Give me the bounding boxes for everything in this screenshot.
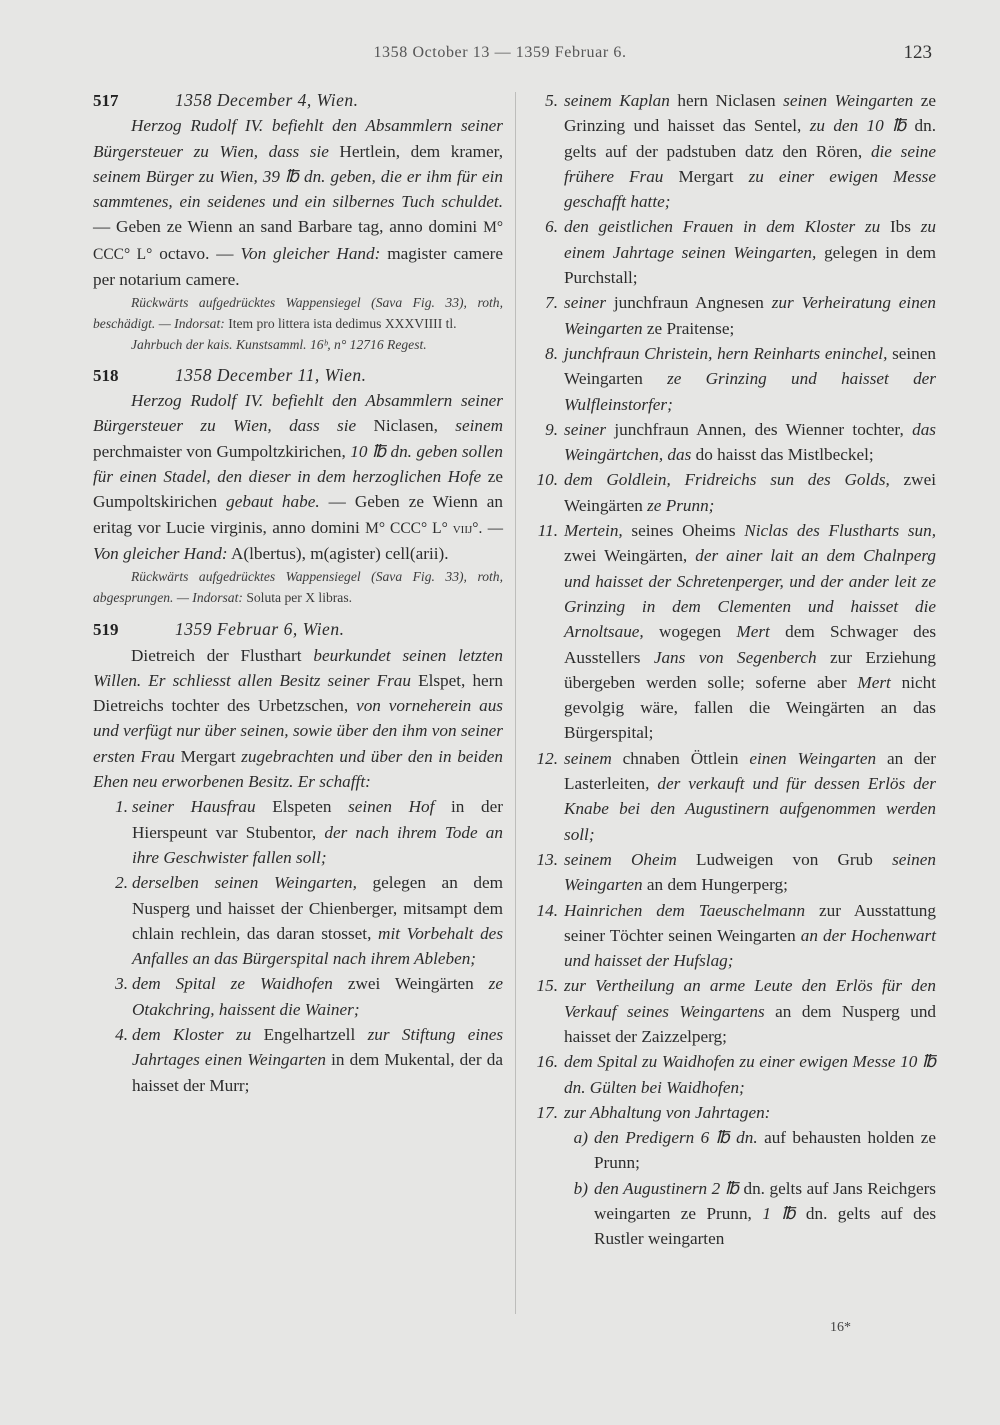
item-number: 16.	[536, 1052, 558, 1072]
item-number: 8.	[545, 343, 558, 363]
item-number: 13.	[536, 849, 558, 869]
bequest-item	[528, 746, 936, 847]
entry-header	[93, 363, 503, 388]
bequest-list-right	[528, 88, 936, 1125]
item-text: den Predigern 6 ℔ dn. auf behausten holden ze Prunn;	[594, 1128, 936, 1173]
item-text: dem Spital ze Waidhofen zwei Weingärten ze Otakchring, haissent die Wainer;	[132, 974, 503, 1019]
item-text: seinem Kaplan hern Niclasen seinen Weingarten ze Grinzing und haisset das Sentel, zu den 10 ℔ dn. gelts auf der padstuben datz den Rören, die seine frühere Frau Mergart zu einer ewigen Messe geschafft hatte;	[564, 91, 937, 212]
entry-517	[93, 88, 503, 356]
bequest-item	[93, 971, 503, 1022]
item-number: 2.	[115, 873, 128, 893]
entry-number: 519	[93, 620, 119, 640]
item-text: seinem Oheim Ludweigen von Grub seinen Weingarten an dem Hungerperg;	[564, 849, 936, 895]
item-number: b)	[573, 1178, 588, 1198]
running-title: 1358 October 13 — 1359 Februar 6.	[373, 44, 627, 61]
bequest-item	[528, 1049, 936, 1100]
entry-number: 517	[93, 91, 119, 110]
item-number: 7.	[545, 293, 558, 313]
item-number: 11.	[537, 521, 558, 541]
running-header	[0, 44, 1000, 72]
item-number: 14.	[536, 900, 558, 920]
right-column	[528, 88, 936, 1252]
item-text: derselben seinen Weingarten, gelegen an dem Nusperg und haisset der Chienberger, mitsampt dem chlain rechlein, das daran stosset, mit Vorbehalt des Anfalles an das Bürgerspital nach ihrem Ableben;	[132, 873, 504, 969]
bequest-item	[528, 847, 936, 898]
item-number: 6.	[545, 217, 558, 237]
item-text: junchfraun Christein, hern Reinharts eninchel, seinen Weingarten ze Grinzing und haisset der Wulfleinstorfer;	[564, 343, 936, 414]
bequest-item	[528, 898, 936, 974]
entry-518	[93, 363, 503, 608]
entry-519	[93, 617, 503, 1098]
item-text: dem Kloster zu Engelhartzell zur Stiftung eines Jahrtages einen Weingarten in dem Mukental, der da haisset der Murr;	[132, 1025, 504, 1095]
item-number: 1.	[115, 797, 128, 817]
item-number: 4.	[115, 1025, 128, 1044]
item-number: 3.	[115, 974, 128, 994]
bequest-item	[528, 1176, 936, 1252]
page-number: 123	[903, 42, 932, 63]
bequest-item	[528, 290, 936, 341]
seal-note: Rückwärts aufgedrücktes Wappensiegel (Sava Fig. 33), roth, abgesprungen. — Indorsat: Soluta per X libras.	[93, 569, 503, 605]
entry-header	[93, 88, 503, 113]
bequest-item	[93, 870, 503, 971]
bequest-item	[93, 1022, 503, 1098]
reference-note: Jahrbuch der kais. Kunstsamml. 16ᵇ, n° 12716 Regest.	[131, 337, 427, 353]
item-text: dem Goldlein, Fridreichs sun des Golds, zwei Weingärten ze Prunn;	[564, 470, 936, 515]
bequest-item	[528, 1125, 936, 1176]
item-text: seiner Hausfrau Elspeten seinen Hof in der Hierspeunt var Stubentor, der nach ihrem Tode an ihre Geschwister fallen soll;	[132, 797, 503, 867]
item-number: a)	[573, 1128, 588, 1148]
bequest-item	[93, 794, 503, 870]
bequest-item	[528, 973, 936, 1049]
item-number: 9.	[545, 419, 558, 439]
bequest-item	[528, 467, 936, 518]
item-number: 5.	[545, 91, 558, 110]
entry-date: 1358 December 11, Wien.	[175, 364, 367, 385]
column-divider	[515, 92, 516, 1314]
entry-date: 1358 December 4, Wien.	[175, 90, 359, 110]
item-number: 10.	[536, 470, 558, 490]
item-text: den Augustinern 2 ℔ dn. gelts auf Jans Reichgers weingarten ze Prunn, 1 ℔ dn. gelts auf des Rustler weingarten	[594, 1178, 937, 1249]
bequest-item	[528, 1100, 936, 1125]
bequest-item	[528, 341, 936, 417]
item-number: 15.	[536, 976, 558, 996]
item-number: 17.	[536, 1102, 558, 1122]
seal-note: Rückwärts aufgedrücktes Wappensiegel (Sava Fig. 33), roth, beschädigt. — Indorsat: Item pro littera ista dedimus XXXVIIII tl.	[93, 295, 503, 331]
left-column	[93, 88, 503, 1098]
bequest-item	[528, 417, 936, 468]
bequest-list-left	[93, 794, 503, 1098]
entry-header	[93, 617, 503, 642]
item-text: seiner junchfraun Angnesen zur Verheiratung einen Weingarten ze Praitense;	[564, 293, 937, 338]
entry-date: 1359 Februar 6, Wien.	[175, 619, 345, 640]
item-text: Hainrichen dem Taeuschelmann zur Ausstattung seiner Töchter seinen Weingarten an der Hochenwart und haisset der Hufslag;	[564, 900, 936, 971]
bequest-item	[528, 518, 936, 746]
entry-intro: Dietreich der Flusthart beurkundet seinen letzten Willen. Er schliesst allen Besitz seiner Frau Elspet, hern Dietreichs tochter des Urbetzschen, von vorneherein aus und verfügt nur über seinen, sowie über den ihm von seiner ersten Frau Mergart zugebrachten und über den in beiden Ehen neu erworbenen Besitz. Er schafft:	[93, 645, 504, 792]
signature-mark: 16*	[830, 1320, 851, 1335]
anniversary-sublist	[528, 1125, 936, 1251]
item-text: den geistlichen Frauen in dem Kloster zu Ibs zu einem Jahrtage seinen Weingarten, gelegen in dem Purchstall;	[564, 217, 937, 288]
item-text: Mertein, seines Oheims Niclas des Flustharts sun, zwei Weingärten, der ainer lait an dem Chalnperg und haisset der Schretenperger, und der ander leit ze Grinzing in dem Clementen und haisset die Arnoltsaue, wogegen Mert dem Schwager des Ausstellers Jans von Segenberch zur Erziehung übergeben werden solle; soferne aber Mert nicht gevolgig wäre, fallen die Weingärten an das Bürgerspital;	[564, 521, 937, 743]
item-number: 12.	[536, 748, 558, 768]
entry-body: Herzog Rudolf IV. befiehlt den Absammlern seiner Bürgersteuer zu Wien, dass sie Niclasen, seinem perchmaister von Gumpoltzkirichen, 10 ℔ dn. geben sollen für einen Stadel, den dieser in dem herzoglichen Hofe ze Gumpoltskirichen gebaut habe. — Geben ze Wienn an eritag vor Lucie virginis, anno domini M° CCC° L° viij°. — Von gleicher Hand: A(lbertus), m(agister) cell(arii).	[93, 391, 504, 563]
item-text: seiner junchfraun Annen, des Wienner tochter, das Weingärtchen, das do haisst das Mistlbeckel;	[564, 419, 936, 465]
bequest-item	[528, 88, 936, 214]
entry-body: Herzog Rudolf IV. befiehlt den Absammlern seiner Bürgersteuer zu Wien, dass sie Hertlein, dem kramer, seinem Bürger zu Wien, 39 ℔ dn. geben, die er ihm für ein sammtenes, ein seidenes und ein silbernes Tuch schuldet. — Geben ze Wienn an sand Barbare tag, anno domini M° CCC° L° octavo. — Von gleicher Hand: magister camere per notarium camere.	[93, 116, 504, 290]
item-text: dem Spital zu Waidhofen zu einer ewigen Messe 10 ℔ dn. Gülten bei Waidhofen;	[564, 1052, 936, 1097]
item-text: zur Vertheilung an arme Leute den Erlös für den Verkauf seines Weingartens an dem Nusperg und haisset der Zaizzelperg;	[564, 976, 937, 1046]
item-text: seinem chnaben Öttlein einen Weingarten an der Lasterleiten, der verkauft und für dessen Erlös der Knabe bei den Augustinern aufgenommen werden soll;	[564, 748, 936, 844]
bequest-item	[528, 214, 936, 290]
entry-number: 518	[93, 365, 119, 385]
item-text: zur Abhaltung von Jahrtagen:	[564, 1102, 771, 1122]
